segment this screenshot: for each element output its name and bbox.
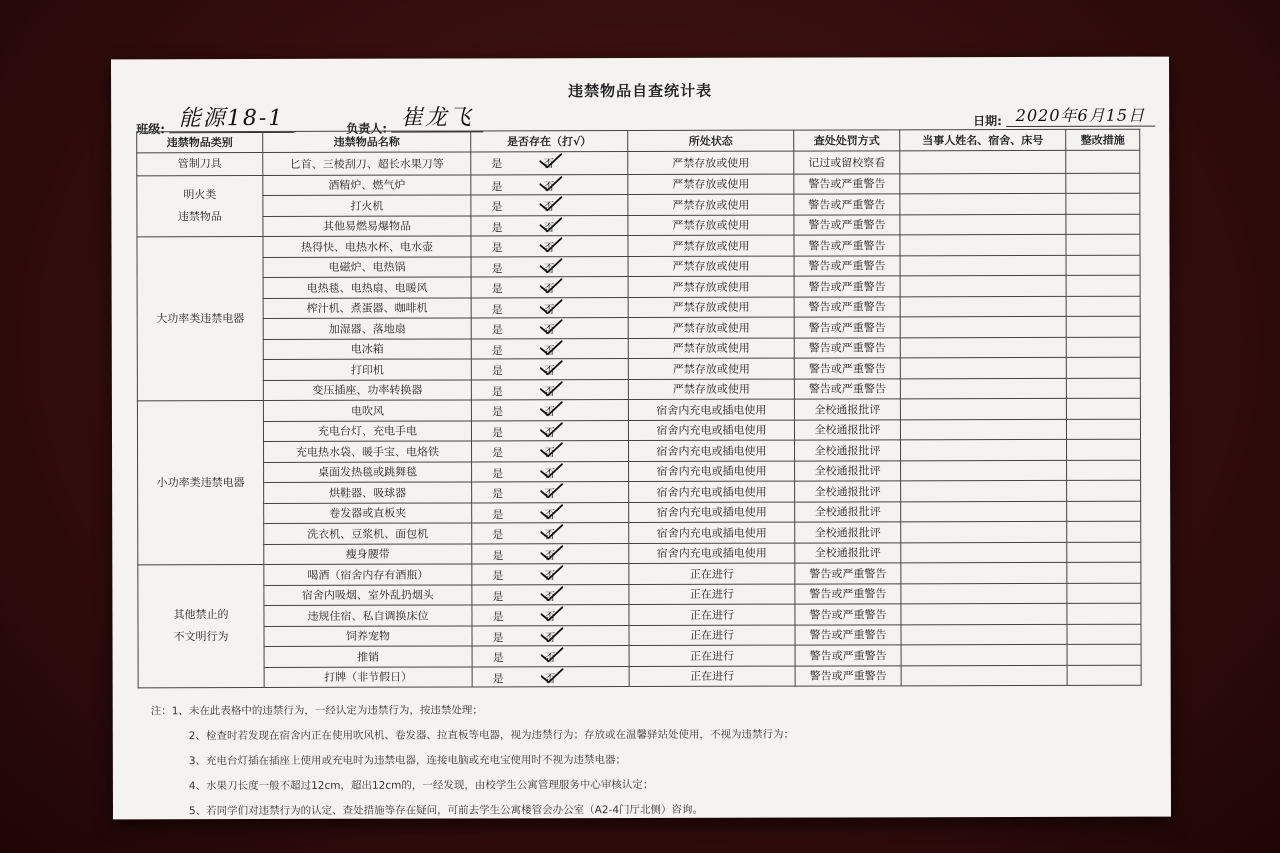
- no-option: 否: [544, 446, 556, 460]
- no-option: 否: [544, 589, 556, 603]
- item-name: 匕首、三棱刮刀、超长水果刀等: [263, 151, 471, 175]
- exists-cell[interactable]: [472, 666, 629, 687]
- exists-cell[interactable]: [471, 256, 628, 277]
- item-name: 电吹风: [263, 400, 471, 421]
- table-header-row: [137, 129, 1140, 152]
- penalty-cell: 全校通报批评: [795, 522, 901, 543]
- penalty-cell: 警告或严重警告: [795, 665, 901, 686]
- status-cell: 正在进行: [629, 584, 795, 605]
- penalty-cell: 警告或严重警告: [795, 583, 901, 604]
- check-mark-icon: [537, 236, 563, 254]
- item-name: 充电台灯、充电手电: [263, 420, 471, 441]
- yes-option: 是: [492, 446, 504, 460]
- no-option: 否: [543, 220, 555, 234]
- no-option: 否: [544, 569, 556, 583]
- status-cell: 宿舍内充电或插电使用: [629, 502, 795, 523]
- person-cell[interactable]: [900, 316, 1066, 337]
- yes-option: 是: [492, 630, 504, 644]
- fix-cell[interactable]: [1067, 439, 1141, 460]
- yes-option: 是: [491, 302, 503, 316]
- person-cell[interactable]: [901, 480, 1067, 501]
- person-cell[interactable]: [901, 665, 1067, 686]
- header-exists: 是否存在（打√）: [471, 131, 628, 152]
- table-row: [138, 460, 1141, 483]
- person-cell[interactable]: [900, 275, 1066, 296]
- check-mark-icon: [538, 585, 564, 603]
- fix-cell[interactable]: [1066, 173, 1140, 194]
- no-option: 否: [544, 651, 556, 665]
- header-status: 所处状态: [628, 130, 794, 151]
- person-cell[interactable]: [900, 296, 1066, 317]
- no-option: 否: [544, 610, 556, 624]
- penalty-cell: 警告或严重警告: [794, 337, 900, 358]
- status-cell: 严禁存放或使用: [628, 317, 794, 338]
- status-cell: 严禁存放或使用: [628, 215, 794, 236]
- no-option: 否: [543, 179, 555, 193]
- header-category: 违禁物品类别: [137, 131, 263, 152]
- table-row: [137, 398, 1140, 421]
- exists-cell[interactable]: [472, 543, 629, 564]
- table-row: [137, 150, 1140, 176]
- status-cell: 正在进行: [629, 666, 795, 687]
- exists-cell[interactable]: [471, 174, 628, 195]
- penalty-cell: 警告或严重警告: [794, 214, 900, 235]
- yes-option: 是: [492, 610, 504, 624]
- notes-block: [151, 698, 795, 825]
- status-cell: 严禁存放或使用: [628, 358, 794, 379]
- status-cell: 严禁存放或使用: [628, 276, 794, 297]
- check-mark-icon: [538, 421, 564, 439]
- table-row: [138, 501, 1141, 524]
- check-mark-icon: [539, 646, 565, 664]
- exists-cell[interactable]: [471, 236, 628, 257]
- person-cell[interactable]: [901, 644, 1067, 665]
- category-cell: [137, 175, 263, 237]
- item-name: 烘鞋器、吸球器: [264, 482, 472, 503]
- table-row: [137, 337, 1140, 360]
- yes-option: 是: [492, 651, 504, 665]
- exists-cell[interactable]: [472, 564, 629, 585]
- yes-option: 是: [491, 384, 503, 398]
- yes-option: 是: [491, 261, 503, 275]
- penalty-cell: 警告或严重警告: [794, 296, 900, 317]
- status-cell: 严禁存放或使用: [628, 194, 794, 215]
- yes-option: 是: [491, 282, 503, 296]
- item-name: 桌面发热毯或跳舞毯: [264, 461, 472, 482]
- check-mark-icon: [539, 667, 565, 685]
- penalty-cell: 全校通报批评: [795, 542, 901, 563]
- status-cell: 严禁存放或使用: [628, 338, 794, 359]
- no-option: 否: [544, 671, 556, 685]
- header-fix: 整改措施: [1066, 129, 1140, 150]
- penalty-cell: 全校通报批评: [795, 481, 901, 502]
- exists-cell[interactable]: [471, 420, 628, 441]
- no-option: 否: [544, 548, 556, 562]
- check-mark-icon: [538, 503, 564, 521]
- table-row: [138, 665, 1141, 688]
- no-option: 否: [544, 466, 556, 480]
- item-name: 热得快、电热水杯、电水壶: [263, 236, 471, 257]
- note-item: 2、检查时若发现在宿舍内正在使用吹风机、卷发器、拉直板等电器，视为违禁行为；存放或在温馨驿站处使用，不视为违禁行为；: [188, 728, 794, 743]
- yes-option: 是: [492, 487, 504, 501]
- status-cell: 正在进行: [629, 604, 795, 625]
- penalty-cell: 全校通报批评: [794, 399, 900, 420]
- item-name: 电冰箱: [263, 338, 471, 359]
- exists-cell[interactable]: [471, 379, 628, 400]
- date-label: 日期:: [973, 114, 1003, 129]
- yes-option: 是: [491, 241, 503, 255]
- person-cell[interactable]: [901, 439, 1067, 460]
- fix-cell[interactable]: [1066, 398, 1140, 419]
- page-title: 违禁物品自查统计表: [568, 81, 713, 101]
- table-row: [138, 562, 1141, 585]
- yes-option: 是: [491, 343, 503, 357]
- table-row: [137, 357, 1140, 380]
- checklist-table: [136, 129, 1141, 689]
- no-option: 否: [543, 323, 555, 337]
- date-field: [973, 107, 1155, 131]
- person-cell[interactable]: [901, 583, 1067, 604]
- item-name: 打牌（非节假日）: [264, 666, 472, 687]
- check-mark-icon: [538, 544, 564, 562]
- note-item: 4、水果刀长度一般不超过12cm，超出12cm的，一经发现，由校学生公寓管理服务中心审核认定；: [188, 778, 654, 793]
- item-name: 打印机: [263, 359, 471, 380]
- category-label: 小功率类违禁电器: [156, 475, 245, 489]
- penalty-cell: 全校通报批评: [795, 501, 901, 522]
- item-name: 违规住宿、私自调换床位: [264, 605, 472, 626]
- person-cell[interactable]: [901, 542, 1067, 563]
- item-name: 瘦身腰带: [264, 543, 472, 564]
- exists-cell[interactable]: [471, 297, 628, 318]
- table-row: [137, 255, 1140, 278]
- fix-cell[interactable]: [1067, 665, 1141, 686]
- status-cell: 正在进行: [629, 645, 795, 666]
- check-mark-icon: [538, 400, 564, 418]
- table-row: [137, 378, 1140, 401]
- no-option: 否: [543, 282, 555, 296]
- table-row: [138, 439, 1141, 462]
- no-option: 否: [543, 343, 555, 357]
- fix-cell[interactable]: [1067, 460, 1141, 481]
- check-mark-icon: [538, 339, 564, 357]
- fix-cell[interactable]: [1067, 644, 1141, 665]
- no-option: 否: [543, 384, 555, 398]
- no-option: 否: [543, 364, 555, 378]
- yes-option: 是: [491, 220, 503, 234]
- status-cell: 正在进行: [629, 625, 795, 646]
- header-name: 违禁物品名称: [263, 131, 471, 152]
- penalty-cell: 全校通报批评: [795, 440, 901, 461]
- no-option: 否: [543, 302, 555, 316]
- table-row: [138, 521, 1141, 544]
- check-mark-icon: [538, 359, 564, 377]
- category-label: 不文明行为: [173, 630, 229, 644]
- class-value: 能源18-1: [169, 101, 295, 133]
- item-name: 变压插座、功率转换器: [263, 379, 471, 400]
- person-cell[interactable]: [900, 234, 1066, 255]
- fix-cell[interactable]: [1066, 255, 1140, 276]
- exists-cell[interactable]: [472, 646, 629, 667]
- penalty-cell: 警告或严重警告: [795, 604, 901, 625]
- item-name: 其他易燃易爆物品: [263, 215, 471, 236]
- check-mark-icon: [537, 152, 563, 170]
- penalty-cell: 警告或严重警告: [795, 563, 901, 584]
- category-label: 其他禁止的: [173, 608, 229, 622]
- check-mark-icon: [538, 441, 564, 459]
- category-cell: [137, 400, 263, 564]
- yes-option: 是: [491, 179, 503, 193]
- category-cell: [137, 236, 263, 400]
- class-label: 班级:: [136, 122, 166, 137]
- category-cell: [137, 152, 263, 175]
- penalty-cell: 警告或严重警告: [794, 378, 900, 399]
- no-option: 否: [543, 200, 555, 214]
- form-sheet: [111, 57, 1171, 820]
- person-cell[interactable]: [901, 603, 1067, 624]
- table-row: [137, 316, 1140, 339]
- table-row: [137, 419, 1140, 442]
- yes-option: 是: [491, 323, 503, 337]
- exists-cell[interactable]: [471, 195, 628, 216]
- table-row: [137, 275, 1140, 298]
- no-option: 否: [544, 507, 556, 521]
- no-option: 否: [543, 241, 555, 255]
- person-cell[interactable]: [901, 501, 1067, 522]
- penalty-cell: 记过或留校察看: [794, 150, 900, 173]
- table-row: [138, 542, 1141, 565]
- category-label: 违禁物品: [177, 209, 222, 223]
- person-cell[interactable]: [901, 460, 1067, 481]
- check-mark-icon: [538, 298, 564, 316]
- category-cell: [138, 564, 264, 687]
- note-item: 3、充电台灯插在插座上使用或充电时为违禁电器，连接电脑或充电宝使用时不视为违禁电器；: [188, 754, 627, 768]
- check-mark-icon: [538, 564, 564, 582]
- fix-cell[interactable]: [1066, 357, 1140, 378]
- fix-cell[interactable]: [1066, 150, 1140, 173]
- header-penalty: 查处处罚方式: [794, 130, 900, 151]
- date-value: 2020年6月15日: [1006, 103, 1155, 127]
- exists-cell[interactable]: [471, 318, 628, 339]
- penalty-cell: 警告或严重警告: [794, 358, 900, 379]
- category-label: 大功率类违禁电器: [156, 311, 245, 325]
- table-row: [138, 583, 1141, 606]
- exists-cell[interactable]: [471, 359, 628, 380]
- yes-option: 是: [491, 200, 503, 214]
- table-row: [137, 234, 1140, 257]
- check-mark-icon: [538, 605, 564, 623]
- yes-option: 是: [492, 548, 504, 562]
- note-item: 注：1、未在此表格中的违禁行为，一经认定为违禁行为，按违禁处理；: [150, 704, 483, 718]
- person-cell[interactable]: [900, 398, 1066, 419]
- no-option: 否: [544, 487, 556, 501]
- yes-option: 是: [492, 466, 504, 480]
- check-mark-icon: [537, 175, 563, 193]
- check-mark-icon: [537, 195, 563, 213]
- status-cell: 严禁存放或使用: [628, 174, 794, 195]
- table-row: [138, 480, 1141, 503]
- exists-cell[interactable]: [471, 400, 628, 421]
- item-name: 洗衣机、豆浆机、面包机: [264, 523, 472, 544]
- status-cell: 宿舍内充电或插电使用: [628, 420, 794, 441]
- item-name: 喝酒（宿舍内存有酒瓶）: [264, 564, 472, 585]
- fix-cell[interactable]: [1066, 378, 1140, 399]
- yes-option: 是: [492, 671, 504, 685]
- table-row: [138, 603, 1141, 626]
- item-name: 宿舍内吸烟、室外乱扔烟头: [264, 584, 472, 605]
- item-name: 酒精炉、燃气炉: [263, 174, 471, 195]
- exists-cell[interactable]: [472, 502, 629, 523]
- yes-option: 是: [492, 569, 504, 583]
- person-cell[interactable]: [900, 378, 1066, 399]
- check-mark-icon: [538, 257, 564, 275]
- table-row: [137, 296, 1140, 319]
- check-mark-icon: [538, 482, 564, 500]
- status-cell: 严禁存放或使用: [628, 256, 794, 277]
- person-cell[interactable]: [900, 214, 1066, 235]
- person-cell[interactable]: [901, 562, 1067, 583]
- exists-cell[interactable]: [471, 277, 628, 298]
- exists-cell[interactable]: [472, 441, 629, 462]
- person-cell[interactable]: [900, 337, 1066, 358]
- no-option: 否: [544, 630, 556, 644]
- person-cell[interactable]: [900, 357, 1066, 378]
- item-name: 电热毯、电热扇、电暖风: [263, 277, 471, 298]
- fix-cell[interactable]: [1067, 501, 1141, 522]
- penalty-cell: 警告或严重警告: [794, 235, 900, 256]
- status-cell: 宿舍内充电或插电使用: [628, 399, 794, 420]
- leader-label: 负责人:: [346, 121, 388, 136]
- table-row: [137, 214, 1140, 237]
- penalty-cell: 警告或严重警告: [795, 645, 901, 666]
- exists-cell[interactable]: [472, 482, 629, 503]
- fix-cell[interactable]: [1067, 480, 1141, 501]
- check-mark-icon: [538, 277, 564, 295]
- item-name: 榨汁机、煮蛋器、咖啡机: [263, 297, 471, 318]
- table-row: [138, 644, 1141, 667]
- item-name: 饲养宠物: [264, 625, 472, 646]
- status-cell: 严禁存放或使用: [628, 235, 794, 256]
- person-cell[interactable]: [900, 193, 1066, 214]
- fix-cell[interactable]: [1067, 624, 1141, 645]
- person-cell[interactable]: [900, 150, 1066, 173]
- fix-cell[interactable]: [1067, 583, 1141, 604]
- header-person: 当事人姓名、宿舍、床号: [900, 129, 1066, 150]
- yes-option: 是: [491, 156, 503, 170]
- status-cell: 严禁存放或使用: [628, 379, 794, 400]
- exists-cell[interactable]: [472, 584, 629, 605]
- note-item: 5、若同学们对违禁行为的认定、查处措施等存在疑问，可前去学生公寓楼管会办公室（A2-4门厅北侧）咨询。: [188, 803, 704, 818]
- item-name: 加湿器、落地扇: [263, 318, 471, 339]
- person-cell[interactable]: [900, 255, 1066, 276]
- fix-cell[interactable]: [1066, 193, 1140, 214]
- check-mark-icon: [538, 626, 564, 644]
- penalty-cell: 全校通报批评: [794, 419, 900, 440]
- check-mark-icon: [538, 462, 564, 480]
- table-row: [137, 173, 1140, 196]
- item-name: 打火机: [263, 195, 471, 216]
- penalty-cell: 警告或严重警告: [794, 173, 900, 194]
- fix-cell[interactable]: [1066, 296, 1140, 317]
- fix-cell[interactable]: [1066, 234, 1140, 255]
- exists-cell[interactable]: [472, 625, 629, 646]
- no-option: 否: [544, 528, 556, 542]
- status-cell: 正在进行: [629, 563, 795, 584]
- yes-option: 是: [492, 507, 504, 521]
- exists-cell[interactable]: [471, 151, 628, 174]
- fix-cell[interactable]: [1066, 419, 1140, 440]
- exists-cell[interactable]: [472, 523, 629, 544]
- check-mark-icon: [537, 216, 563, 234]
- fix-cell[interactable]: [1067, 603, 1141, 624]
- fix-cell[interactable]: [1066, 337, 1140, 358]
- no-option: 否: [543, 156, 555, 170]
- penalty-cell: 警告或严重警告: [794, 194, 900, 215]
- status-cell: 宿舍内充电或插电使用: [629, 461, 795, 482]
- no-option: 否: [543, 425, 556, 439]
- no-option: 否: [543, 405, 555, 419]
- exists-cell[interactable]: [471, 338, 628, 359]
- status-cell: 宿舍内充电或插电使用: [629, 522, 795, 543]
- category-label: 管制刀具: [177, 156, 222, 170]
- status-cell: 严禁存放或使用: [628, 151, 794, 174]
- status-cell: 宿舍内充电或插电使用: [629, 440, 795, 461]
- exists-cell[interactable]: [471, 215, 628, 236]
- check-mark-icon: [538, 523, 564, 541]
- status-cell: 严禁存放或使用: [628, 297, 794, 318]
- leader-value: 崔龙飞: [391, 100, 483, 132]
- check-mark-icon: [538, 380, 564, 398]
- penalty-cell: 全校通报批评: [795, 460, 901, 481]
- table-row: [137, 193, 1140, 216]
- table-row: [138, 624, 1141, 647]
- penalty-cell: 警告或严重警告: [794, 276, 900, 297]
- exists-cell[interactable]: [472, 461, 629, 482]
- yes-option: 是: [491, 364, 503, 378]
- fix-cell[interactable]: [1066, 316, 1140, 337]
- yes-option: 是: [492, 528, 504, 542]
- person-cell[interactable]: [901, 624, 1067, 645]
- item-name: 电磁炉、电热锅: [263, 256, 471, 277]
- person-cell[interactable]: [900, 419, 1066, 440]
- status-cell: 宿舍内充电或插电使用: [629, 543, 795, 564]
- fix-cell[interactable]: [1066, 275, 1140, 296]
- category-label: 明火类: [183, 187, 217, 201]
- person-cell[interactable]: [901, 521, 1067, 542]
- person-cell[interactable]: [900, 173, 1066, 194]
- penalty-cell: 警告或严重警告: [794, 317, 900, 338]
- no-option: 否: [543, 261, 555, 275]
- fix-cell[interactable]: [1066, 214, 1140, 235]
- status-cell: 宿舍内充电或插电使用: [629, 481, 795, 502]
- yes-option: 是: [492, 589, 504, 603]
- penalty-cell: 警告或严重警告: [795, 624, 901, 645]
- fix-cell[interactable]: [1067, 521, 1141, 542]
- item-name: 卷发器或直板夹: [264, 502, 472, 523]
- item-name: 充电热水袋、暖手宝、电烙铁: [264, 441, 472, 462]
- fix-cell[interactable]: [1067, 542, 1141, 563]
- check-mark-icon: [538, 318, 564, 336]
- item-name: 推销: [264, 646, 472, 667]
- yes-option: 是: [491, 405, 503, 419]
- yes-option: 是: [491, 425, 504, 439]
- penalty-cell: 警告或严重警告: [794, 255, 900, 276]
- fix-cell[interactable]: [1067, 562, 1141, 583]
- exists-cell[interactable]: [472, 605, 629, 626]
